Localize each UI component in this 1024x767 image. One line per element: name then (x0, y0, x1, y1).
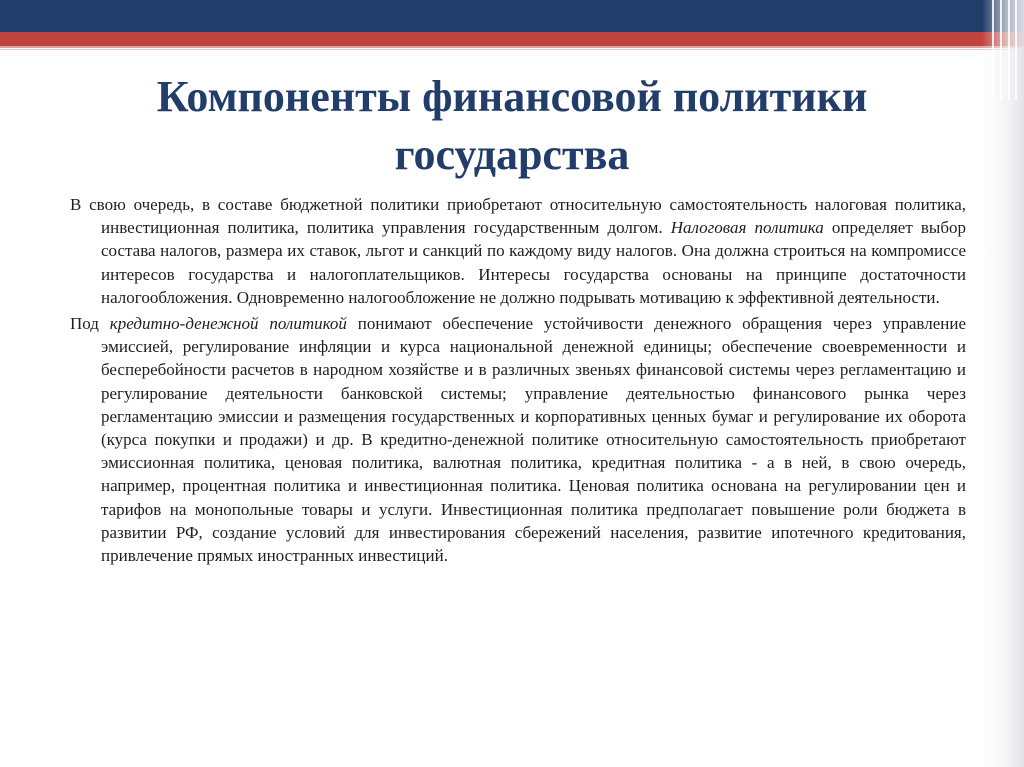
paragraph-monetary-policy (70, 312, 966, 567)
paragraph-1-text-start: В свою очередь, в составе бюджетной политики приобретают относительную самостоятельность налоговая политика, инвестиционная политика, политика управления государственным долгом. (70, 195, 966, 238)
header-band-blue (0, 0, 1024, 32)
term-tax-policy: Налоговая политика (670, 218, 824, 238)
header-band-line-thin (0, 49, 1024, 50)
paragraph-2-text-end: понимают обеспечение устойчивости денежного обращения через управление эмиссией, регулирование инфляции и курса национальной денежной единицы; обеспечение своевременности и бесперебойности расчетов в народном хозяйстве и в различных звеньях финансовой системы через регламентацию и регулирование деятельности банковской системы; управление деятельностью финансового рынка через регламентацию эмиссии и размещения государственных и корпоративных ценных бумаг и регулирование их оборота (курса покупки и продажи) и др. В кредитно-денежной политике относительную самостоятельность приобретают эмиссионная политика, ценовая политика, валютная политика, кредитная политика - а в ней, в свою очередь, например, процентная политика и инвестиционная политика. Ценовая политика основана на регулировании цен и тарифов на монопольные товары и услуги. Инвестиционная политика предполагает повышение роли бюджета в развитии РФ, создание условий для инвестирования сбережений населения, развитие ипотечного кредитования, привлечение прямых иностранных инвестиций. (101, 314, 967, 566)
paragraph-tax-policy (70, 193, 966, 309)
header-band-line (0, 46, 1024, 48)
paragraph-1-text-end: определяет выбор состава налогов, размера их ставок, льгот и санкций по каждому виду налогов. Она должна строиться на компромиссе интересов государства и налогоплательщиков. Интересы государства основаны на принципе достаточности налогообложения. Одновременно налогообложение не должно подрывать мотивацию к эффективной деятельности. (101, 218, 966, 307)
slide-title-line1: Компоненты финансовой политики (156, 72, 868, 121)
paragraph-2-text-start: Под (70, 314, 110, 334)
slide-title-line2: государства (394, 130, 630, 179)
slide-body (70, 193, 966, 570)
term-monetary-policy: кредитно-денежной политикой (109, 314, 347, 334)
header-band-red (0, 32, 1024, 46)
slide-title (0, 68, 1024, 184)
